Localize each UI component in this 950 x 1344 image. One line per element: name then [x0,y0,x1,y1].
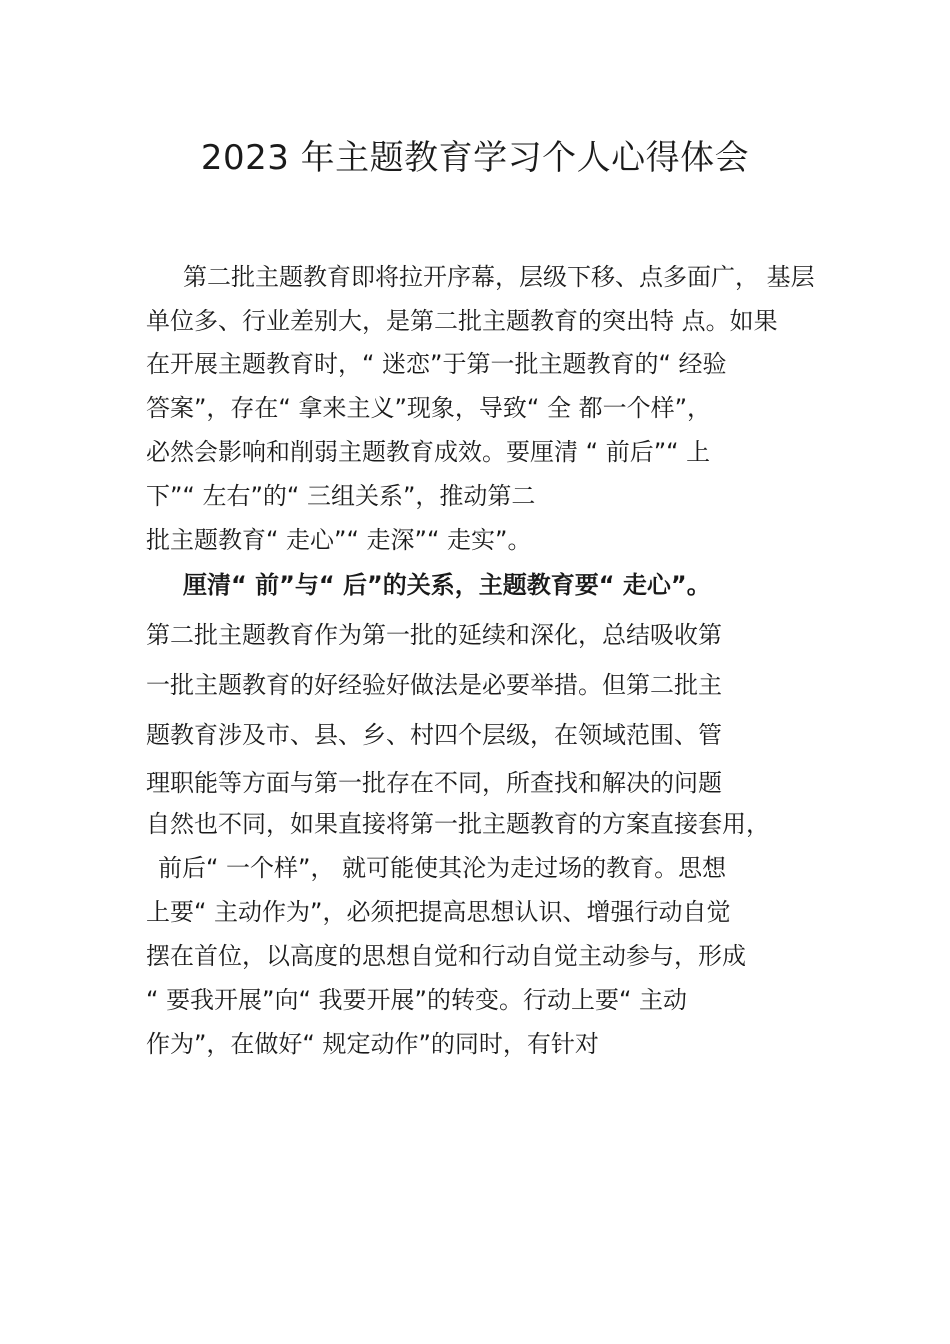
paragraph-line: 单位多、行业差别大，是第二批主题教育的突出特 点。如果 [146,307,778,335]
section-heading: 厘清“ 前”与“ 后”的关系，主题教育要“ 走心”。 [183,571,711,599]
paragraph-line: 第二批主题教育作为第一批的延续和深化，总结吸收第 [146,621,722,649]
paragraph-line: 第二批主题教育即将拉开序幕，层级下移、点多面广， 基层 [183,263,815,291]
paragraph-line: 理职能等方面与第一批存在不同，所查找和解决的问题 [146,769,722,797]
document-title: 2023 年主题教育学习个人心得体会 [200,138,750,178]
paragraph-line: “ 要我开展”向“ 我要开展”的转变。行动上要“ 主动 [146,986,688,1014]
paragraph-line: 作为”，在做好“ 规定动作”的同时，有针对 [146,1030,599,1058]
paragraph-line: 摆在首位，以高度的思想自觉和行动自觉主动参与，形成 [146,942,746,970]
paragraph-line: 上要“ 主动作为”，必须把提高思想认识、增强行动自觉 [146,898,731,926]
paragraph-line: 在开展主题教育时，“ 迷恋”于第一批主题教育的“ 经验 [146,350,727,378]
paragraph-line: 题教育涉及市、县、乡、村四个层级，在领域范围、管 [146,721,722,749]
paragraph-line: 必然会影响和削弱主题教育成效。要厘清 “ 前后”“ 上 [146,438,711,466]
paragraph-line: 自然也不同，如果直接将第一批主题教育的方案直接套用， [146,810,770,838]
paragraph-line: 一批主题教育的好经验好做法是必要举措。但第二批主 [146,671,722,699]
paragraph-line: 下”“ 左右”的“ 三组关系”，推动第二 [146,482,536,510]
paragraph-line: 前后“ 一个样”， 就可能使其沦为走过场的教育。思想 [158,854,727,882]
paragraph-line: 答案”，存在“ 拿来主义”现象，导致“ 全 都一个样”， [146,394,712,422]
paragraph-line: 批主题教育“ 走心”“ 走深”“ 走实”。 [146,526,532,554]
